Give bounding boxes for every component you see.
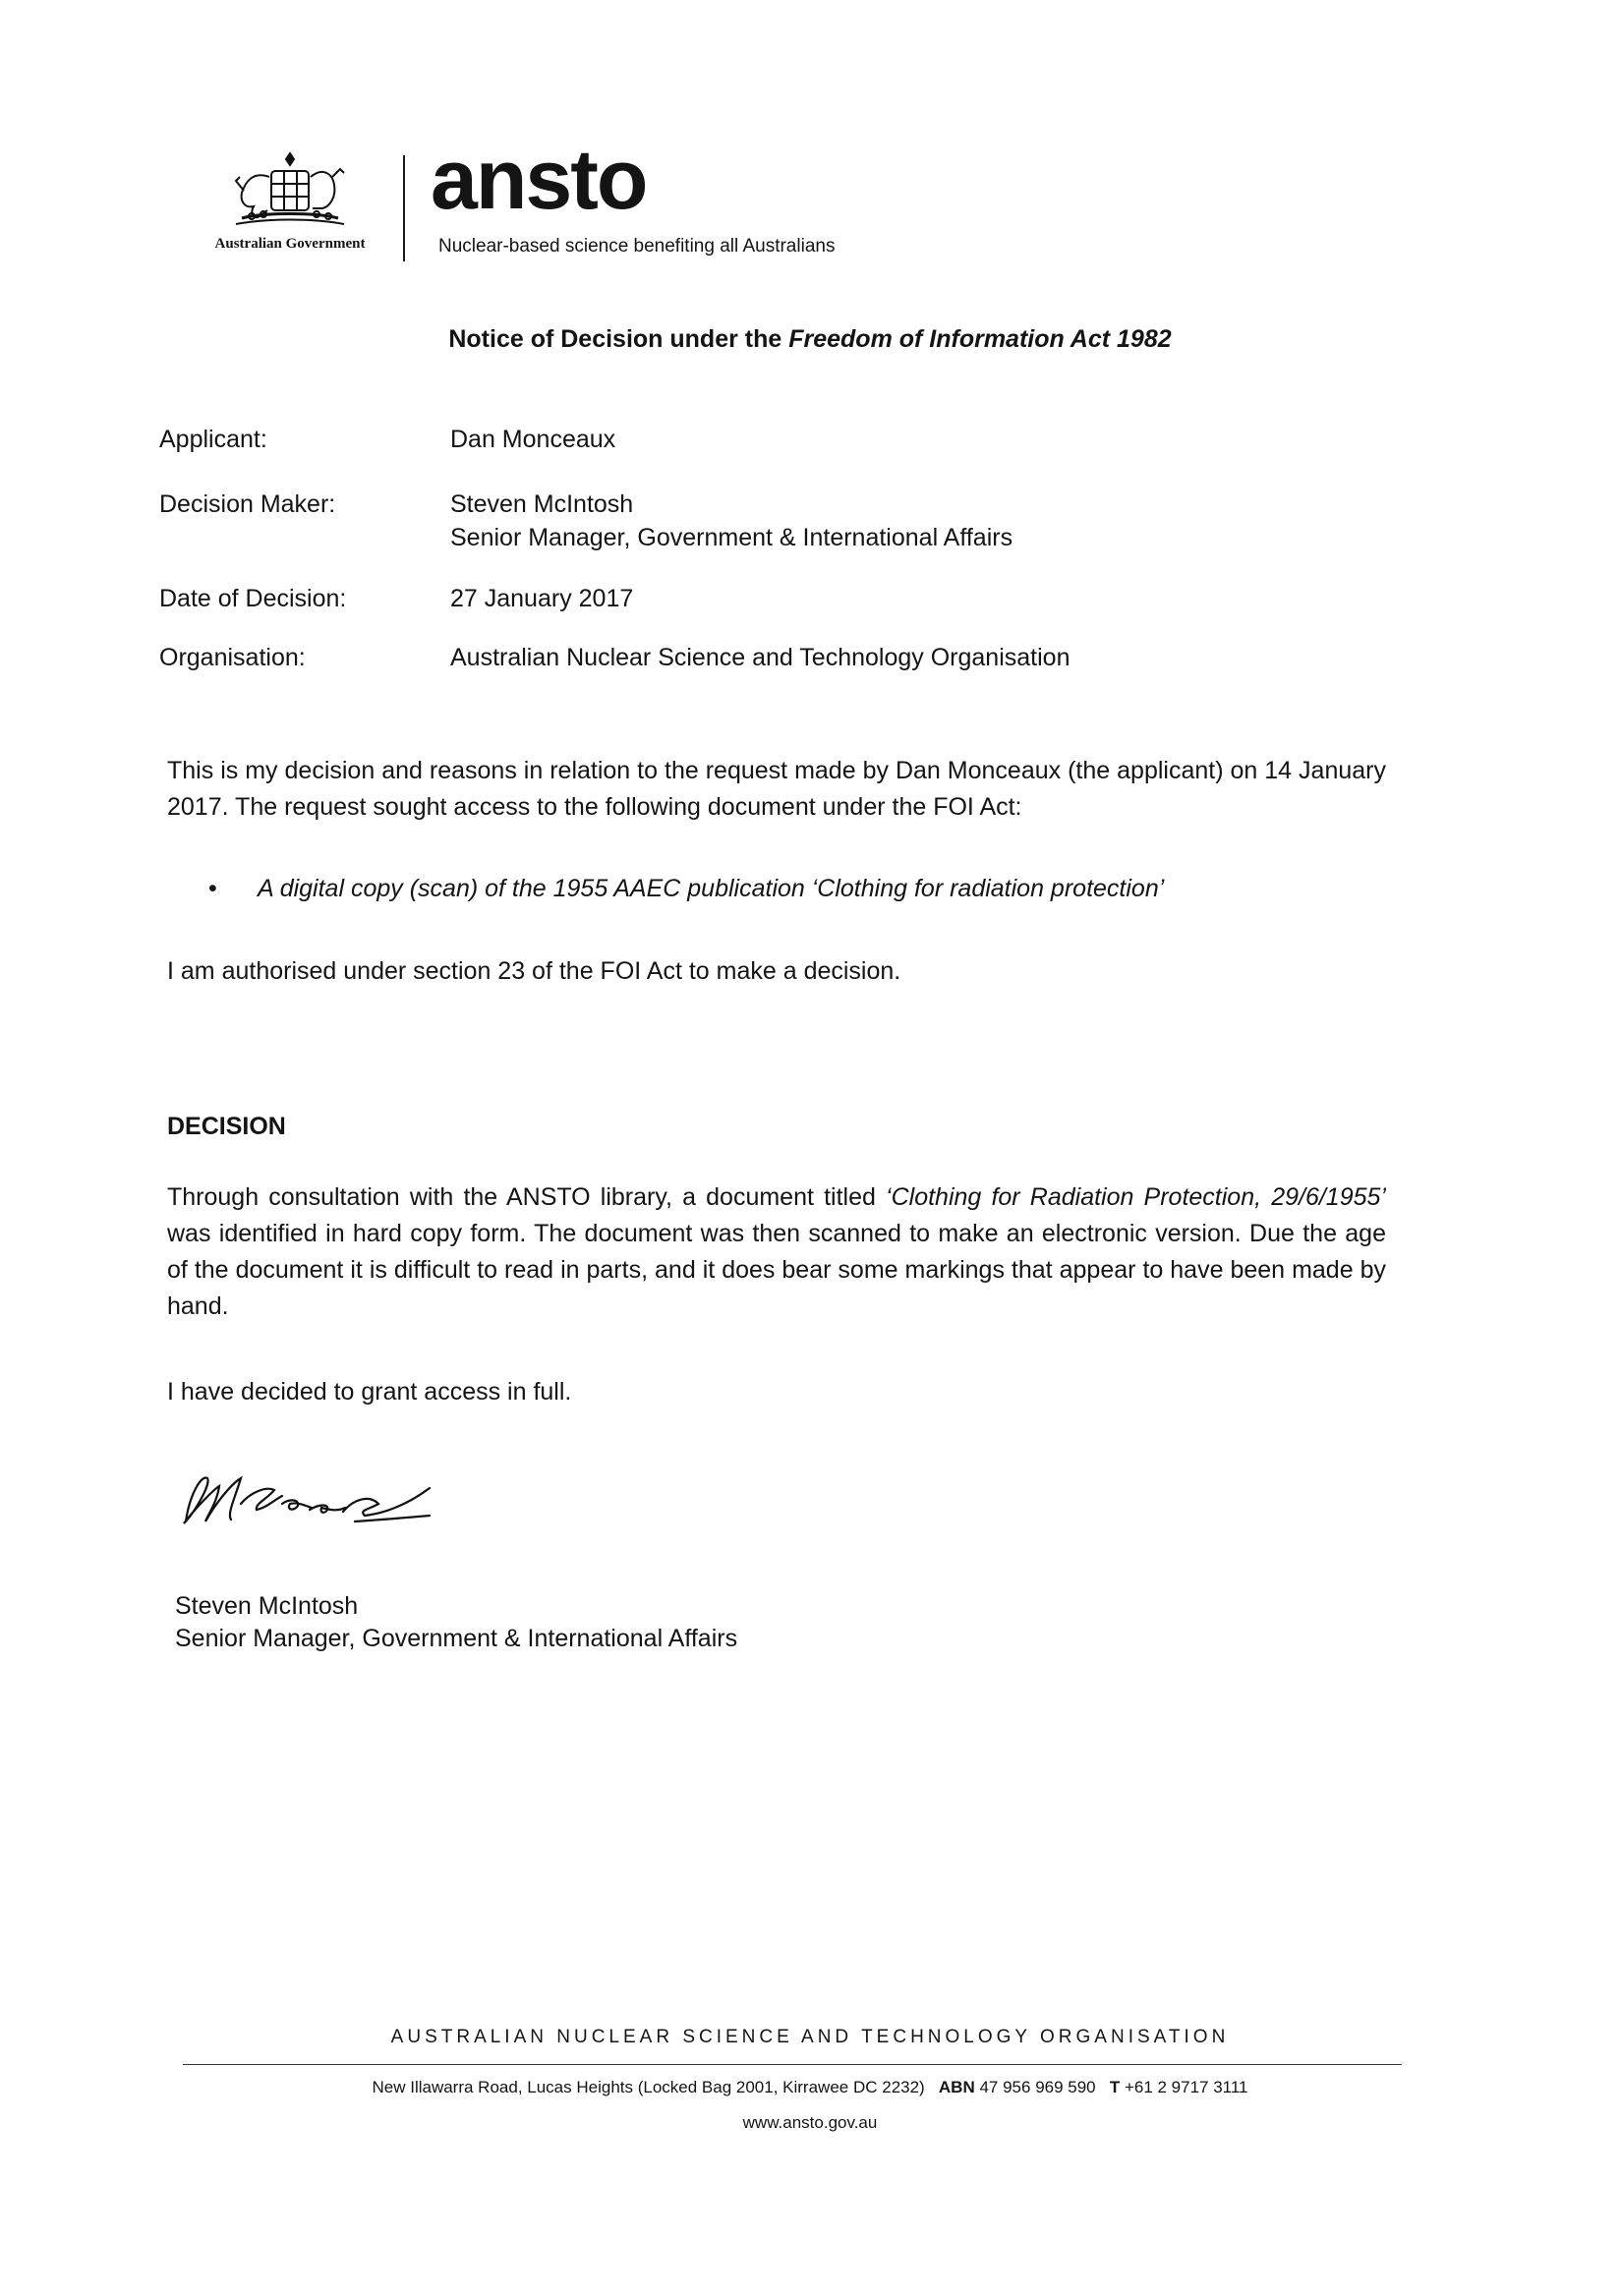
decision-text-b: was identified in hard copy form. The document was then scanned to make an electronic version. Due the age of the document it is difficult to read in parts, and it does bear some markings that appear to have been made by hand. <box>167 1220 1386 1320</box>
header-divider <box>403 155 405 261</box>
decision-text-a: Through consultation with the ANSTO library, a document titled <box>167 1183 887 1211</box>
footer-abn: 47 956 969 590 <box>979 2078 1096 2096</box>
coat-of-arms-icon <box>224 147 356 232</box>
footer-website: www.ansto.gov.au <box>742 2113 878 2132</box>
decision-paragraph <box>167 1179 1386 1325</box>
document-title <box>0 325 1620 354</box>
title-prefix: Notice of Decision under the <box>448 325 789 353</box>
government-label: Australian Government <box>214 236 366 252</box>
detail-value: Australian Nuclear Science and Technology Organisation <box>450 644 1070 671</box>
detail-value: Dan Monceaux <box>450 426 616 453</box>
detail-label: Decision Maker: <box>159 490 336 518</box>
detail-value-secondary: Senior Manager, Government & International Affairs <box>450 524 1013 551</box>
footer-phone: +61 2 9717 3111 <box>1124 2078 1248 2096</box>
footer-address: New Illawarra Road, Lucas Heights (Locked Bag 2001, Kirrawee DC 2232) <box>372 2078 925 2096</box>
signatory-name: Steven McIntosh <box>175 1592 359 1620</box>
decision-heading: DECISION <box>167 1113 286 1140</box>
australian-government-crest <box>177 147 403 263</box>
footer-address-line <box>0 2078 1620 2097</box>
handwritten-signature <box>172 1464 457 1543</box>
footer-divider <box>183 2064 1402 2065</box>
footer-organisation: AUSTRALIAN NUCLEAR SCIENCE AND TECHNOLOGY ORGANISATION <box>390 2027 1230 2047</box>
detail-value: Steven McIntosh <box>450 490 634 518</box>
ansto-logo: ansto <box>431 133 647 227</box>
footer-abn-label: ABN <box>938 2078 975 2096</box>
act-name: Freedom of Information Act 1982 <box>788 325 1172 353</box>
bullet-marker: • <box>208 875 217 902</box>
detail-label: Organisation: <box>159 644 306 671</box>
grant-statement: I have decided to grant access in full. <box>167 1378 572 1406</box>
signatory-role: Senior Manager, Government & International Affairs <box>175 1625 738 1652</box>
requested-document-text: A digital copy (scan) of the 1955 AAEC publication ‘Clothing for radiation protection’ <box>258 875 1165 902</box>
detail-label: Applicant: <box>159 426 267 453</box>
tagline: Nuclear-based science benefiting all Australians <box>438 236 836 257</box>
footer-phone-label: T <box>1109 2078 1121 2096</box>
signatory-block <box>175 1590 737 1655</box>
intro-paragraph: This is my decision and reasons in relation to the request made by Dan Monceaux (the applicant) on 14 January 2017. The request sought access to the following document under the FOI Act: <box>167 757 1386 821</box>
authority-paragraph: I am authorised under section 23 of the FOI Act to make a decision. <box>167 957 901 985</box>
detail-value: 27 January 2017 <box>450 585 634 612</box>
detail-label: Date of Decision: <box>159 585 347 612</box>
document-title-italic: ‘Clothing for Radiation Protection, 29/6/1955’ <box>886 1183 1386 1211</box>
